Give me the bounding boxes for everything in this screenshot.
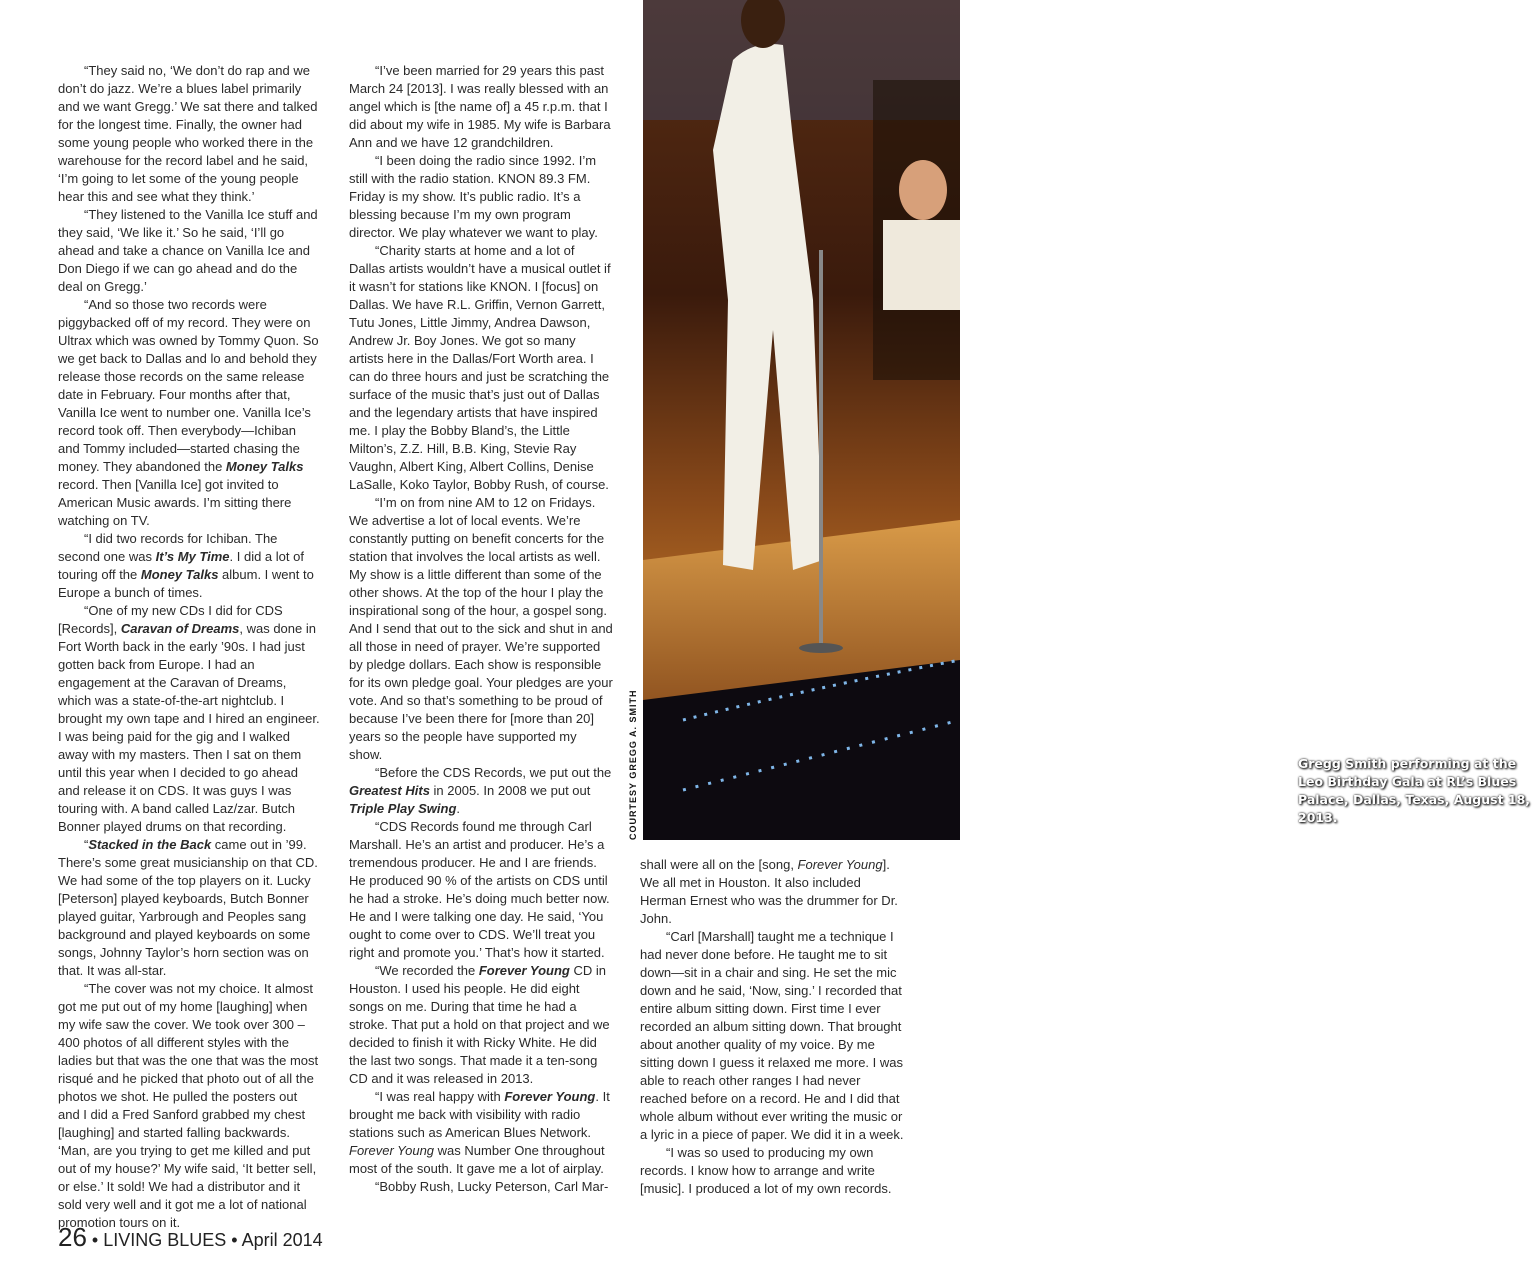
article-paragraph: “And so those two records were piggybacked off of my record. They were on Ultrax which was owned by Tommy Quon. So we get back to Dallas and lo and behold they release those records on the same release date in February. Four months after that, Vanilla Ice went to number one. Vanilla Ice’s record took off. Then everybody—Ichiban and Tommy included—started chasing the money. They abandoned the Money Talks record. Then [Vanilla Ice] got invited to American Music awards. I’m sitting there watching on TV. [58, 297, 319, 528]
article-paragraph: “I was so used to producing my own records. I know how to arrange and write [music]. I produced a lot of my own records. [640, 1145, 892, 1196]
article-paragraph: “Stacked in the Back came out in ’99. There’s some great musicianship on that CD. We had some of the top players on it. Lucky [Peterson] played keyboards, Butch Bonner played guitar, Yarbrough and Peoples sang background and played keyboards on some songs, Johnny Taylor’s horn section was on that. It was all-star. [58, 837, 318, 978]
article-paragraph: “They said no, ‘We don’t do rap and we don’t do jazz. We’re a blues label primarily and we want Gregg.’ We sat there and talked for the longest time. Finally, the owner had some young people who worked there in the warehouse for the record label and he said, ‘I’m going to let some of the young people hear this and see what they think.’ [58, 63, 318, 204]
article-paragraph: “Bobby Rush, Lucky Peterson, Carl Mar- [375, 1179, 609, 1194]
article-paragraph: “I did two records for Ichiban. The second one was It’s My Time. I did a lot of touring off the Money Talks album. I went to Europe a bunch of times. [58, 531, 314, 600]
page-footer [58, 1222, 323, 1253]
concert-photo [643, 0, 1531, 840]
article-paragraph: “We recorded the Forever Young CD in Houston. I used his people. He did eight songs on me. During that time he had a stroke. That put a hold on that project and we decided to finish it with Ricky White. He did the last two songs. That made it a ten-song CD and it was released in 2013. [349, 963, 610, 1086]
article-paragraph: “One of my new CDs I did for CDS [Records], Caravan of Dreams, was done in Fort Worth back in the early ’90s. I had just gotten back from Europe. I had an engagement at the Caravan of Dreams, which was a state-of-the-art nightclub. I brought my own tape and I hired an engineer. I was being paid for the gig and I walked away with my masters. Then I sat on them until this year when I decided to go ahead and release it on CDS. It was guys I was touring with. A band called Laz/zar. Butch Bonner played drums on that recording. [58, 603, 320, 834]
article-paragraph: “Before the CDS Records, we put out the Greatest Hits in 2005. In 2008 we put out Triple Play Swing. [349, 765, 612, 816]
article-paragraph: shall were all on the [song, Forever Young]. We all met in Houston. It also included Herman Ernest who was the drummer for Dr. John. [640, 857, 898, 926]
article-paragraph: “The cover was not my choice. It almost got me put out of my home [laughing] when my wife saw the cover. We took over 300 – 400 photos of all different styles with the ladies but that was the one that was the most risqué and he picked that photo out of all the photos we shot. He pulled the posters out and I did a Fred Sanford grabbed my chest [laughing] and started falling backwards. ‘Man, are you trying to get me killed and put out of my house?’ My wife said, ‘It better sell, or else.’ It sold! We had a distributor and it sold very well and it got me a lot of national promotion tours on it. [58, 981, 319, 1230]
page-number: 26 [58, 1222, 87, 1252]
article-column-1 [58, 62, 320, 1232]
article-column-2 [349, 62, 613, 1196]
article-column-3 [640, 856, 904, 1198]
article-paragraph: “I’m on from nine AM to 12 on Fridays. We advertise a lot of local events. We’re constantly putting on benefit concerts for the station that involves the local artists as well. My show is a little different than some of the other shows. At the top of the hour I play the inspirational song of the hour, a gospel song. And I send that out to the sick and shut in and all those in need of prayer. We’re supported by pledge dollars. Each show is responsible for its own pledge goal. Your pledges are your vote. And so that’s something to be proud of because I’ve been there for [more than 20] years so the people have supported my show. [349, 495, 613, 762]
photo-credit: COURTESY GREGG A. SMITH [628, 689, 638, 840]
article-paragraph: “Charity starts at home and a lot of Dallas artists wouldn’t have a musical outlet if it wasn’t for stations like KNON. I [focus] on Dallas. We have R.L. Griffin, Vernon Garrett, Tutu Jones, Little Jimmy, Andrea Dawson, Andrew Jr. Boy Jones. We got so many artists here in the Dallas/Fort Worth area. I can do three hours and just be scratching the surface of the music that’s just out of Dallas and the legendary artists that have inspired me. I play the Bobby Bland’s, the Little Milton’s, Z.Z. Hill, B.B. King, Stevie Ray Vaughn, Albert King, Albert Collins, Denise LaSalle, Koko Taylor, Bobby Rush, of course. [349, 243, 611, 492]
article-paragraph: “They listened to the Vanilla Ice stuff and they said, ‘We like it.’ So he said, ‘I’ll go ahead and take a chance on Vanilla Ice and Don Diego if we can go ahead and do the deal on Gregg.’ [58, 207, 318, 294]
photo-caption: Gregg Smith performing at the Leo Birthday Gala at RL’s Blues Palace, Dallas, Texas, August 18, 2013. [1298, 756, 1531, 825]
performer-photo-image [643, 0, 960, 840]
article-paragraph: “I been doing the radio since 1992. I’m still with the radio station. KNON 89.3 FM. Friday is my show. It’s public radio. It’s a blessing because I’m my own program director. We play whatever we want to play. [349, 153, 598, 240]
article-paragraph: “I was real happy with Forever Young. It brought me back with visibility with radio stations such as American Blues Network. Forever Young was Number One throughout most of the south. It gave me a lot of airplay. [349, 1089, 610, 1176]
article-paragraph: “I’ve been married for 29 years this past March 24 [2013]. I was really blessed with an angel which is [the name of] a 45 r.p.m. that I did about my wife in 1985. My wife is Barbara Ann and we have 12 grandchildren. [349, 63, 611, 150]
publication-info: • LIVING BLUES • April 2014 [86, 1230, 323, 1250]
article-paragraph: “CDS Records found me through Carl Marshall. He’s an artist and producer. He’s a tremendous producer. He and I are friends. He produced 90 % of the artists on CDS until he had a stroke. He’s doing much better now. He and I were talking one day. He said, ‘You ought to come over to CDS. We’ll treat you right and promote you.’ That’s how it started. [349, 819, 610, 960]
article-paragraph: “Carl [Marshall] taught me a technique I had never done before. He taught me to sit down—sit in a chair and sing. He set the mic down and he said, ‘Now, sing.’ I recorded that entire album sitting down. First time I ever recorded an album sitting down. That brought about another quality of my voice. By me sitting down I guess it relaxed me more. I was able to reach other ranges I had never reached before on a record. He and I did that whole album without ever writing the music or a lyric in a piece of paper. We did it in a week. [640, 929, 904, 1142]
